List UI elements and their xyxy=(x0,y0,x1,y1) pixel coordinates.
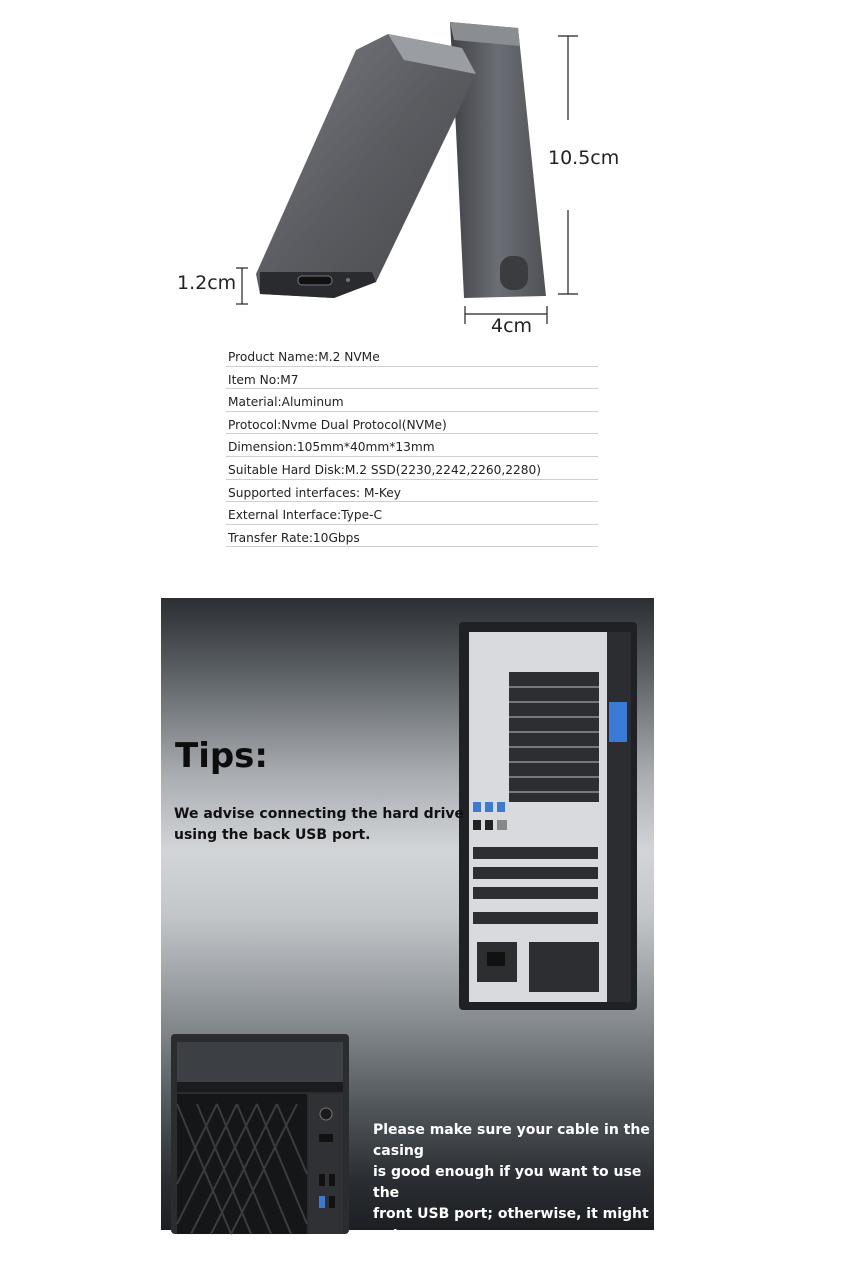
tips-panel xyxy=(161,598,654,1264)
tips-note-line: front USB port; otherwise, it might not xyxy=(373,1206,649,1243)
tilted-enclosure xyxy=(256,34,476,298)
pc-rear-panel-illustration xyxy=(459,622,639,1012)
spec-row-protocol: Protocol:Nvme Dual Protocol(NVMe) xyxy=(226,412,598,435)
spec-table xyxy=(226,344,598,547)
enclosure-switch xyxy=(500,256,528,290)
power-button-icon xyxy=(320,1108,332,1120)
spec-row-interfaces: Supported interfaces: M-Key xyxy=(226,480,598,503)
pc-front-panel-illustration xyxy=(171,1034,351,1234)
spec-row-item-no: Item No:M7 xyxy=(226,367,598,390)
tips-advice-text xyxy=(174,804,474,846)
tips-note-line: Please make sure your cable in the casing xyxy=(373,1122,650,1159)
spec-row-transfer-rate: Transfer Rate:10Gbps xyxy=(226,525,598,548)
width-dimension-label: 4cm xyxy=(491,315,533,337)
spec-row-dimension: Dimension:105mm*40mm*13mm xyxy=(226,434,598,457)
tips-note-line: recognize it. xyxy=(373,1248,472,1264)
spec-row-external-interface: External Interface:Type-C xyxy=(226,502,598,525)
tips-note-line: is good enough if you want to use the xyxy=(373,1164,642,1201)
power-socket-icon xyxy=(487,952,505,966)
tips-front-port-note xyxy=(373,1120,653,1267)
spec-row-product-name: Product Name:M.2 NVMe xyxy=(226,344,598,367)
front-usb-port-icon xyxy=(319,1196,325,1208)
spec-row-suitable-disk: Suitable Hard Disk:M.2 SSD(2230,2242,2260,2280) xyxy=(226,457,598,480)
tips-advice-line: using the back USB port. xyxy=(174,827,371,843)
height-dimension-label: 10.5cm xyxy=(548,147,620,169)
blue-latch-icon xyxy=(609,702,627,742)
spec-row-material: Material:Aluminum xyxy=(226,389,598,412)
tips-advice-line: We advise connecting the hard drive xyxy=(174,806,464,822)
product-figure xyxy=(160,10,640,345)
ssd-enclosure-illustration xyxy=(160,10,640,345)
tips-title: Tips: xyxy=(175,736,269,776)
thickness-dimension-label: 1.2cm xyxy=(177,272,237,294)
type-c-port-icon xyxy=(298,276,332,285)
